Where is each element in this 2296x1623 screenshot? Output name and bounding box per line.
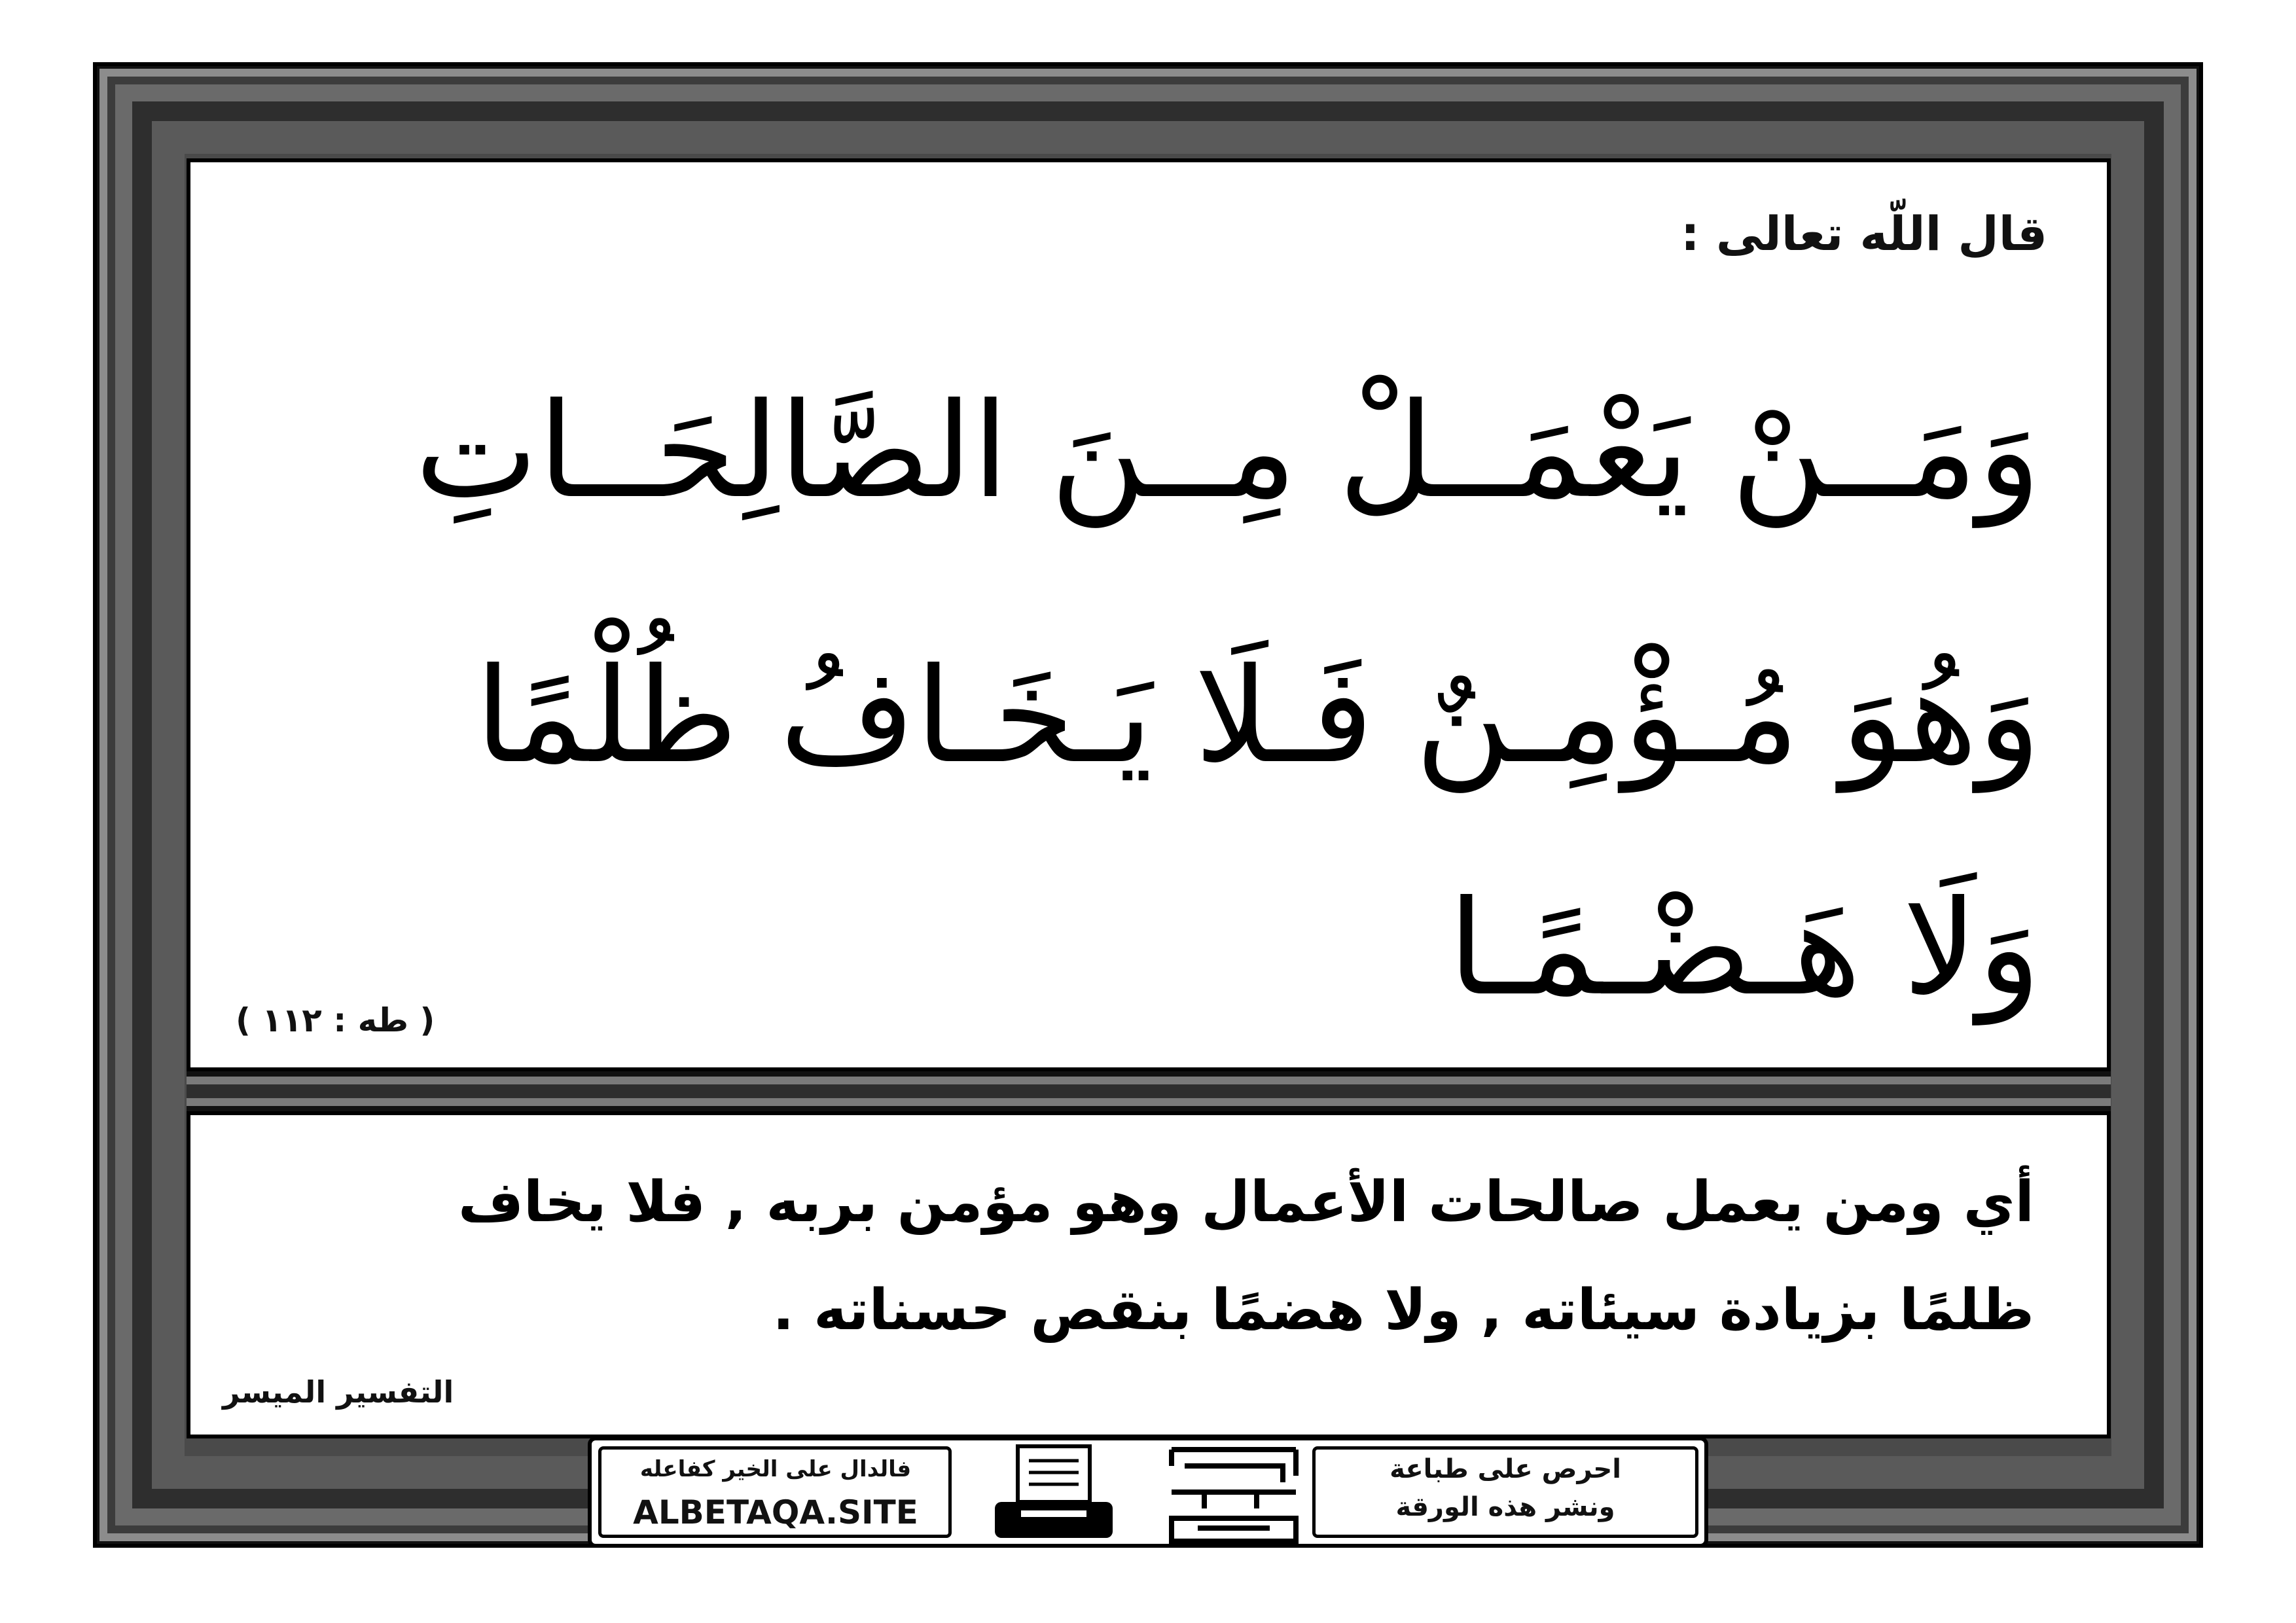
verse-intro: قال اللّه تعالى : (1680, 206, 2047, 261)
tafsir-source: التفسير الميسر (223, 1374, 454, 1410)
separator-bar (187, 1071, 2111, 1111)
verse-line-1: وَمَــنْ يَعْمَــلْ مِــنَ الصَّالِحَــاتِ (414, 375, 2041, 527)
verse-line-2: وَهُوَ مُـؤْمِـنٌ فَـلَا يَـخَـافُ ظُلْمًا (475, 640, 2041, 793)
tafsir-panel (187, 1111, 2111, 1438)
printer-icon (988, 1440, 1119, 1544)
dawa-calligraphy-logo-icon (1165, 1436, 1302, 1548)
banner-slogan: فالدال على الخير كفاعله (639, 1456, 912, 1482)
verse-reference: ( طه : ١١٢ ) (236, 1001, 435, 1039)
tafsir-line-1: أي ومن يعمل صالحات الأعمال وهو مؤمن بربه , فلا يخاف (457, 1169, 2034, 1235)
site-link[interactable]: ALBETAQA.SITE (633, 1493, 918, 1531)
tafsir-line-2: ظلمًا بزيادة سيئاته , ولا هضمًا بنقص حسناته . (772, 1277, 2034, 1343)
banner-urge-line-2: ونشر هذه الورقة (1395, 1492, 1615, 1522)
verse-line-3: وَلَا هَـضْـمًـا (1448, 872, 2041, 1025)
banner-urge-line-1: احرص على طباعة (1390, 1454, 1621, 1484)
